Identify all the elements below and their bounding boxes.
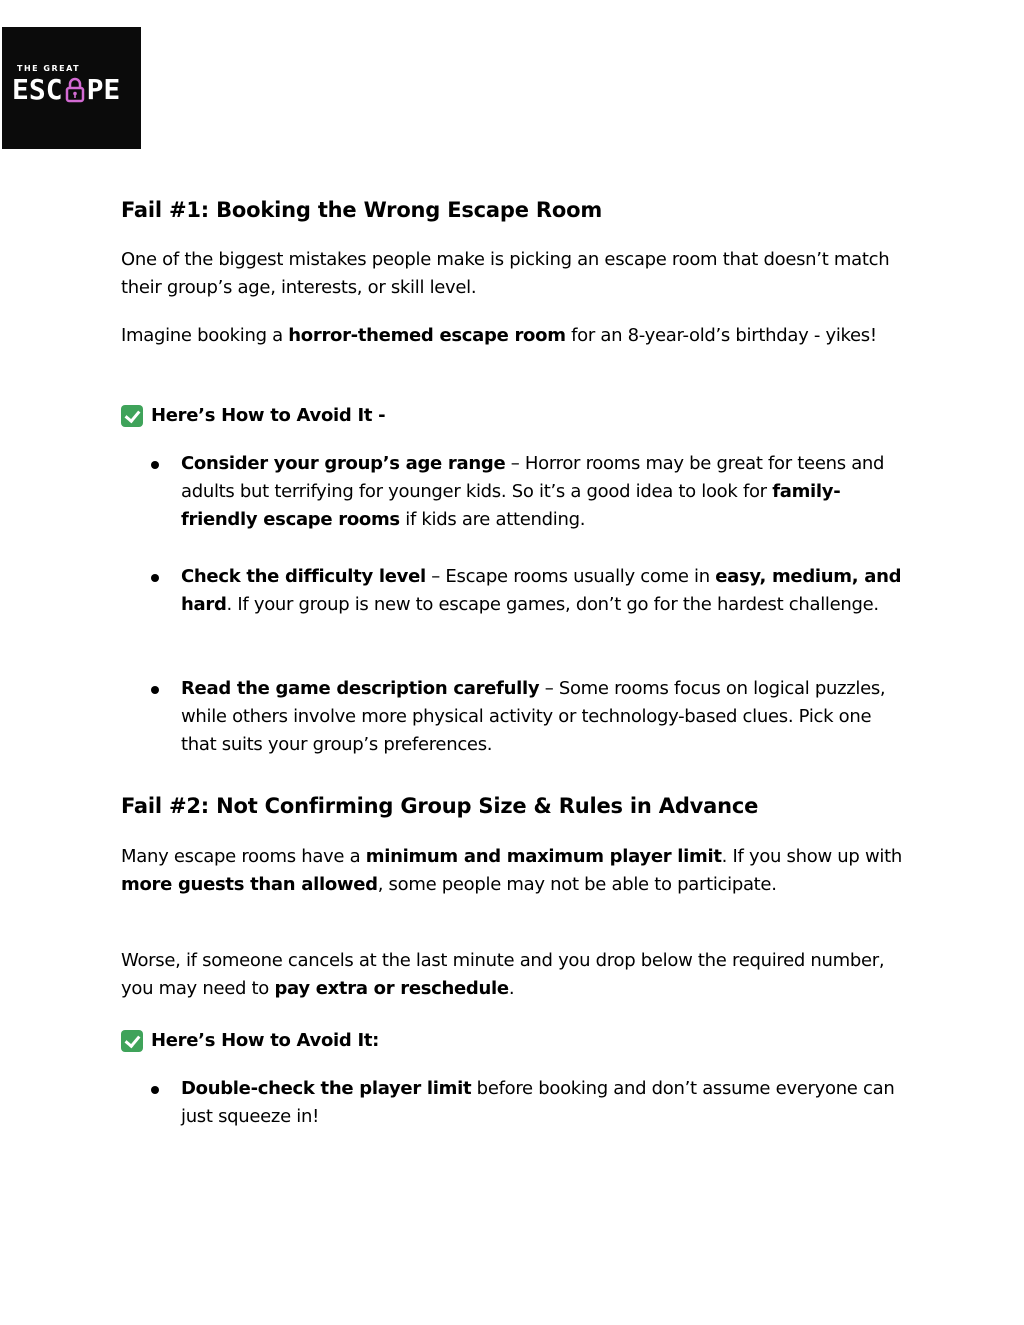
avoid-heading-1 <box>121 402 385 430</box>
padlock-icon <box>64 76 86 104</box>
logo <box>2 27 141 149</box>
text-run: . If your group is new to escape games, don’t go for the hardest challenge. <box>226 594 879 615</box>
list-item-text <box>181 675 911 759</box>
logo-wordmark <box>12 73 121 106</box>
bold-text: Check the difficulty level <box>181 566 426 587</box>
text-run: Imagine booking a <box>121 325 289 346</box>
logo-wordmark-start: ESC <box>12 73 63 106</box>
section-heading-2: Fail #2: Not Confirming Group Size & Rules in Advance <box>121 794 759 818</box>
bold-text: pay extra or reschedule <box>274 978 509 999</box>
check-mark-icon <box>121 405 143 427</box>
paragraph <box>121 246 911 302</box>
text-run: Many escape rooms have a <box>121 846 366 867</box>
paragraph <box>121 843 911 899</box>
bullet-icon <box>151 574 159 582</box>
list-item-text <box>181 1075 911 1131</box>
avoid-label: Here’s How to Avoid It: <box>151 1030 380 1051</box>
bullet-icon <box>151 686 159 694</box>
text-run: – Some rooms focus on logical puzzles, while others involve more physical activity or technology-based clues. Pick one that suits your group’s preferences. <box>181 678 886 755</box>
text-run: – Horror rooms may be great for teens and adults but terrifying for younger kids. So it’s a good idea to look for <box>181 453 885 502</box>
bold-text: family-friendly escape rooms <box>181 481 841 530</box>
bold-text: horror-themed escape room <box>288 325 566 346</box>
text-run: Worse, if someone cancels at the last minute and you drop below the required number, you may need to <box>121 950 885 999</box>
text-run: if kids are attending. <box>399 509 586 530</box>
avoid-label: Here’s How to Avoid It - <box>151 405 386 426</box>
bold-text: easy, medium, and hard <box>181 566 902 615</box>
bold-text: more guests than allowed <box>121 874 378 895</box>
logo-tagline: THE GREAT <box>17 64 81 73</box>
text-run: – Escape rooms usually come in <box>425 566 716 587</box>
bullet-icon <box>151 1086 159 1094</box>
section-heading-1: Fail #1: Booking the Wrong Escape Room <box>121 198 602 222</box>
bold-text: Read the game description carefully <box>181 678 540 699</box>
text-run: One of the biggest mistakes people make is picking an escape room that doesn’t match their group’s age, interests, or skill level. <box>121 249 890 298</box>
paragraph <box>121 947 911 1003</box>
list-item-text <box>181 563 911 619</box>
list-item-text <box>181 450 911 534</box>
bold-text: minimum and maximum player limit <box>365 846 722 867</box>
bullet-icon <box>151 461 159 469</box>
text-run: before booking and don’t assume everyone can just squeeze in! <box>181 1078 895 1127</box>
text-run: for an 8-year-old’s birthday - yikes! <box>565 325 877 346</box>
bold-text: Double-check the player limit <box>181 1078 472 1099</box>
text-run: . If you show up with <box>721 846 902 867</box>
logo-wordmark-end: PE <box>86 73 121 106</box>
paragraph <box>121 322 911 350</box>
avoid-heading-2 <box>121 1027 379 1055</box>
text-run: , some people may not be able to participate. <box>377 874 777 895</box>
check-mark-icon <box>121 1030 143 1052</box>
bold-text: Consider your group’s age range <box>181 453 506 474</box>
text-run: . <box>508 978 515 999</box>
